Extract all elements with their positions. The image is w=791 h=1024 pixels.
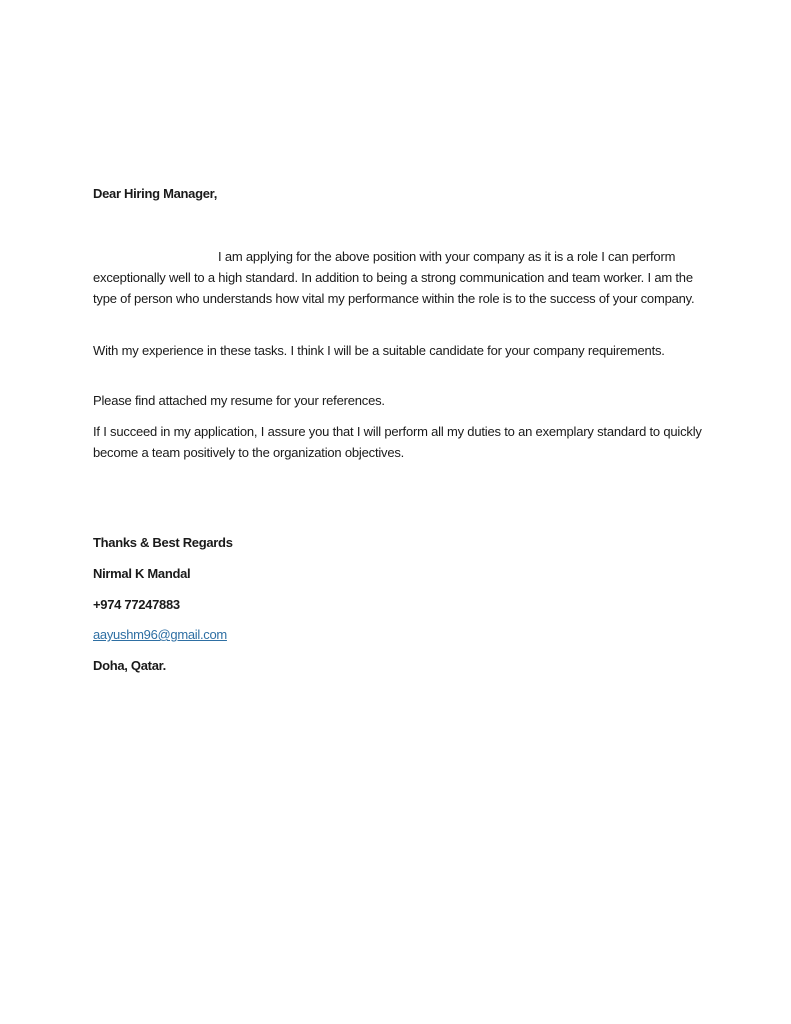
paragraph-experience: With my experience in these tasks. I think I will be a suitable candidate for your company requirements. xyxy=(93,343,665,358)
paragraph-closing: If I succeed in my application, I assure you that I will perform all my duties to an exemplary standard to quickly become a team positively to the organization objectives. xyxy=(93,424,702,460)
signature-phone: +974 77247883 xyxy=(93,597,180,612)
signature-name: Nirmal K Mandal xyxy=(93,566,191,581)
signature-closing: Thanks & Best Regards xyxy=(93,535,233,550)
salutation: Dear Hiring Manager, xyxy=(93,186,218,201)
paragraph-intro xyxy=(93,246,703,309)
paragraph-intro-text: I am applying for the above position with your company as it is a role I can perform exceptionally well to a high standard. In addition to being a strong communication and team worker. I am the type of person who understands how vital my performance within the role is to the success of your company. xyxy=(93,249,695,306)
signature-location: Doha, Qatar. xyxy=(93,658,166,673)
signature-email-link[interactable]: aayushm96@gmail.com xyxy=(93,627,227,642)
paragraph-attachment: Please find attached my resume for your references. xyxy=(93,393,385,408)
